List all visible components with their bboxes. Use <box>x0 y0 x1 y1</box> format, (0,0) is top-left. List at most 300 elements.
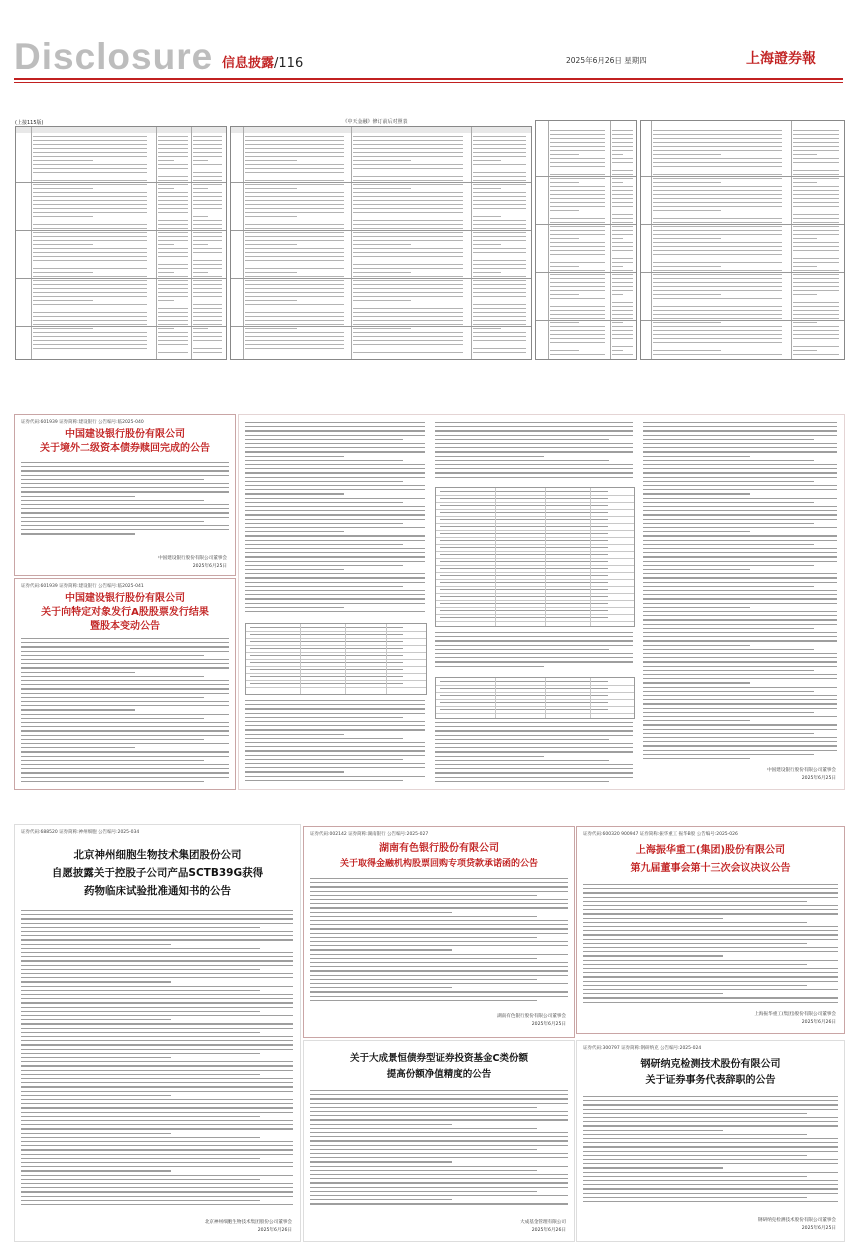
text-line <box>245 771 344 772</box>
text-line <box>21 948 260 949</box>
table-cell-text <box>440 575 608 576</box>
table-text-line <box>793 186 839 187</box>
table-text-line <box>245 312 344 313</box>
text-line <box>583 955 723 956</box>
table-text-line <box>550 198 605 199</box>
table-text-line <box>353 212 463 213</box>
text-line <box>21 1191 293 1192</box>
table-text-line <box>653 230 782 231</box>
text-line <box>583 993 723 994</box>
text-line <box>310 1115 568 1116</box>
table-text-line <box>158 284 188 285</box>
table-text-line <box>550 146 605 147</box>
text-line <box>435 451 633 452</box>
table-text-line <box>353 232 463 233</box>
table-text-line <box>653 350 721 351</box>
table-row <box>436 699 634 700</box>
table-row <box>436 523 634 524</box>
table-text-line <box>353 272 411 273</box>
table-row-rule <box>231 230 531 231</box>
table-row <box>246 631 426 632</box>
text-line <box>245 439 403 440</box>
table-text-line <box>612 334 633 335</box>
text-line <box>21 739 204 740</box>
table-text-line <box>33 340 147 341</box>
table-text-line <box>353 320 463 321</box>
table-text-line <box>612 282 633 283</box>
table-text-line <box>245 268 344 269</box>
table-row <box>436 600 634 601</box>
text-line <box>310 1145 568 1146</box>
text-line <box>583 943 807 944</box>
table-text-line <box>245 236 344 237</box>
table-text-line <box>793 162 839 163</box>
text-line <box>21 714 229 715</box>
announcement-shenzhou-cell <box>14 824 301 1242</box>
table-text-line <box>653 342 782 343</box>
table-text-line <box>612 290 633 291</box>
comparison-table-middle <box>230 126 532 360</box>
table-text-line <box>193 240 222 241</box>
table-text-line <box>612 170 633 171</box>
table-text-line <box>793 274 839 275</box>
table-text-line <box>158 292 188 293</box>
table-text-line <box>612 266 623 267</box>
text-line <box>21 693 229 694</box>
table-text-line <box>33 348 147 349</box>
text-line <box>21 667 229 668</box>
table-text-line <box>33 164 147 165</box>
text-line <box>310 962 568 963</box>
table-cell-text <box>440 554 608 555</box>
hunan-signature: 湖南有色银行股份有限公司董事会 <box>497 1014 566 1019</box>
table-text-line <box>653 150 782 151</box>
table-text-line <box>653 330 782 331</box>
table-text-line <box>612 202 633 203</box>
table-row-rule <box>16 182 226 183</box>
table-text-line <box>353 316 463 317</box>
table-text-line <box>653 138 782 139</box>
table-text-line <box>33 160 93 161</box>
table-text-line <box>653 162 782 163</box>
text-line <box>21 525 229 526</box>
text-line <box>310 1111 568 1112</box>
table-text-line <box>653 286 782 287</box>
announcement-hunan-cell <box>303 826 575 1038</box>
text-line <box>583 1197 807 1198</box>
ccb2-title-1: 中国建设银行股份有限公司 <box>65 593 185 604</box>
text-line <box>245 594 425 595</box>
table-text-line <box>653 178 782 179</box>
table-cell-text <box>250 648 403 649</box>
table-column-rule <box>590 678 591 718</box>
table-text-line <box>245 172 344 173</box>
text-line <box>21 730 229 731</box>
text-line <box>21 973 293 974</box>
text-line <box>21 491 229 492</box>
text-line <box>21 475 229 476</box>
table-text-line <box>550 310 605 311</box>
text-line <box>245 535 425 536</box>
table-text-line <box>245 160 297 161</box>
text-line <box>21 470 229 471</box>
text-line <box>310 1136 568 1137</box>
table-text-line <box>473 184 526 185</box>
header-rule-thin <box>14 82 843 83</box>
table-text-line <box>550 330 605 331</box>
table-text-line <box>245 164 344 165</box>
text-line <box>21 1099 293 1100</box>
text-line <box>583 934 838 935</box>
text-line <box>435 781 609 782</box>
text-line <box>245 514 425 515</box>
text-line <box>245 611 425 612</box>
table-cell-text <box>440 688 608 689</box>
table-text-line <box>793 314 839 315</box>
text-line <box>643 502 814 503</box>
text-line <box>583 1146 838 1147</box>
table-cell-text <box>250 634 403 635</box>
table-text-line <box>550 182 579 183</box>
text-line <box>21 960 293 961</box>
text-line <box>245 780 403 781</box>
text-line <box>21 1078 293 1079</box>
text-line <box>643 430 837 431</box>
text-line <box>245 456 344 457</box>
text-line <box>21 1044 293 1045</box>
announcement-dacheng-cell <box>303 1040 575 1242</box>
table-text-line <box>158 236 188 237</box>
table-text-line <box>550 138 605 139</box>
text-line <box>435 472 633 473</box>
table-text-line <box>158 232 188 233</box>
table-text-line <box>33 204 147 205</box>
text-line <box>435 464 633 465</box>
text-line <box>21 651 229 652</box>
table-text-line <box>550 166 605 167</box>
table-text-line <box>193 340 222 341</box>
announcement-gangyan-cell <box>576 1040 845 1242</box>
table-text-line <box>473 252 526 253</box>
text-line <box>643 435 837 436</box>
table-row <box>436 713 634 714</box>
text-line <box>245 607 344 608</box>
table-cell-text <box>440 695 608 696</box>
table-text-line <box>550 350 579 351</box>
table-text-line <box>612 250 633 251</box>
table-row <box>436 565 634 566</box>
text-line <box>245 717 403 718</box>
ccb-date: 2025年6月25日 <box>801 776 836 781</box>
table-text-line <box>473 200 526 201</box>
table-row <box>246 645 426 646</box>
table-text-line <box>793 138 839 139</box>
text-line <box>310 1124 452 1125</box>
section-title <box>222 52 303 71</box>
table-text-line <box>550 238 579 239</box>
text-line <box>583 901 807 902</box>
table-text-line <box>473 272 501 273</box>
table-row-rule <box>231 278 531 279</box>
table-text-line <box>653 262 782 263</box>
text-line <box>583 997 838 998</box>
table-text-line <box>793 238 817 239</box>
text-line <box>21 1170 171 1171</box>
table-text-line <box>193 148 222 149</box>
table-text-line <box>353 292 463 293</box>
table-text-line <box>793 294 817 295</box>
announcement-ccb-continued <box>238 414 845 790</box>
text-line <box>245 763 425 764</box>
text-line <box>21 462 229 463</box>
text-line <box>245 443 425 444</box>
table-text-line <box>653 250 782 251</box>
table-text-line <box>158 328 174 329</box>
text-line <box>21 994 293 995</box>
issue-date: 2025年6月26日 星期四 <box>566 56 647 65</box>
text-line <box>583 1002 838 1003</box>
table-text-line <box>653 326 782 327</box>
zhenhua-signature: 上海振华重工(集团)股份有限公司董事会 <box>754 1012 836 1017</box>
text-line <box>435 426 633 427</box>
table-row-rule <box>641 272 844 273</box>
table-text-line <box>612 310 633 311</box>
text-line <box>245 759 403 760</box>
table-text-line <box>550 322 579 323</box>
text-line <box>435 764 633 765</box>
table-text-line <box>158 280 188 281</box>
table-text-line <box>473 140 526 141</box>
table-text-line <box>33 212 147 213</box>
table-text-line <box>612 346 633 347</box>
text-line <box>643 615 837 616</box>
table-text-line <box>245 204 344 205</box>
table-text-line <box>612 242 633 243</box>
table-cell-text <box>250 669 403 670</box>
table-text-line <box>245 280 344 281</box>
shenzhou-signature: 北京神州细胞生物技术集团股份公司董事会 <box>204 1220 292 1225</box>
text-line <box>310 928 568 929</box>
text-line <box>21 642 229 643</box>
text-line <box>643 498 837 499</box>
table-cell-text <box>440 547 608 548</box>
table-text-line <box>193 264 222 265</box>
table-cell-text <box>440 596 608 597</box>
text-line <box>643 640 837 641</box>
table-text-line <box>473 232 526 233</box>
text-line <box>310 1094 568 1095</box>
table-row-rule <box>641 176 844 177</box>
text-line <box>21 756 229 757</box>
text-line <box>245 734 344 735</box>
table-text-line <box>158 192 188 193</box>
text-line <box>21 1002 293 1003</box>
table-text-line <box>550 262 605 263</box>
gangyan-signature: 钢研纳克检测技术股份有限公司董事会 <box>757 1218 836 1223</box>
table-text-line <box>793 266 817 267</box>
table-cell-text <box>250 662 403 663</box>
table-text-line <box>353 336 463 337</box>
table-text-line <box>33 168 147 169</box>
table-text-line <box>33 328 93 329</box>
text-line <box>245 704 425 705</box>
table-text-line <box>353 252 463 253</box>
text-line <box>21 990 260 991</box>
table-text-line <box>793 206 839 207</box>
text-line <box>643 439 814 440</box>
table-text-line <box>473 316 526 317</box>
table-text-line <box>473 296 526 297</box>
text-line <box>21 521 204 522</box>
table-text-line <box>158 160 174 161</box>
table-text-line <box>473 336 526 337</box>
announcement-ccb-redemption <box>14 414 236 576</box>
table-text-line <box>550 286 605 287</box>
text-line <box>245 468 425 469</box>
table-column-rule <box>495 678 496 718</box>
table-text-line <box>550 278 605 279</box>
table-text-line <box>612 354 633 355</box>
table-column-rule <box>345 624 346 694</box>
table-text-line <box>193 208 222 209</box>
table-text-line <box>158 148 188 149</box>
table-text-line <box>793 150 839 151</box>
text-line <box>245 713 425 714</box>
text-line <box>583 897 838 898</box>
table-text-line <box>193 224 222 225</box>
text-line <box>583 1180 838 1181</box>
text-line <box>583 930 838 931</box>
text-line <box>583 918 723 919</box>
ccb-signature: 中国建设银行股份有限公司董事会 <box>767 768 836 773</box>
table-cell-text <box>440 540 608 541</box>
text-line <box>245 485 425 486</box>
text-line <box>643 523 814 524</box>
text-line <box>643 481 814 482</box>
text-line <box>21 977 293 978</box>
table-text-line <box>193 320 222 321</box>
ccb-share-table-2 <box>435 487 635 627</box>
table-text-line <box>353 164 463 165</box>
text-line <box>643 750 837 751</box>
text-line <box>21 751 229 752</box>
table-text-line <box>550 298 605 299</box>
text-line <box>643 489 837 490</box>
table-text-line <box>653 158 782 159</box>
table-text-line <box>612 330 633 331</box>
text-line <box>21 927 260 928</box>
dacheng-title-1: 关于大成景恒债券型证券投资基金C类份额 <box>350 1053 528 1064</box>
table-text-line <box>550 194 605 195</box>
table-text-line <box>33 320 147 321</box>
text-line <box>435 640 633 641</box>
table-text-line <box>158 264 188 265</box>
table-text-line <box>473 192 526 193</box>
table-text-line <box>193 292 222 293</box>
table-cell-text <box>440 589 608 590</box>
table-text-line <box>793 282 839 283</box>
table-text-line <box>353 196 463 197</box>
text-line <box>643 716 837 717</box>
table-text-line <box>193 288 222 289</box>
table-text-line <box>353 288 463 289</box>
text-line <box>435 661 633 662</box>
table-row <box>246 687 426 688</box>
hunan-code-line: 证券代码:002142 证券简称:湖南银行 公告编号:2025-027 <box>310 832 429 837</box>
table-text-line <box>612 278 633 279</box>
table-text-line <box>158 164 188 165</box>
table-row <box>436 593 634 594</box>
text-line <box>21 1112 293 1113</box>
table-row <box>246 666 426 667</box>
table-text-line <box>193 348 222 349</box>
ccb1-date: 2025年6月25日 <box>192 564 227 569</box>
table-text-line <box>193 280 222 281</box>
table-text-line <box>245 184 344 185</box>
table-text-line <box>193 176 222 177</box>
gangyan-body <box>583 1095 838 1205</box>
table-text-line <box>612 314 633 315</box>
table-text-line <box>353 332 463 333</box>
text-line <box>643 628 814 629</box>
table-text-line <box>612 190 633 191</box>
table-text-line <box>158 300 174 301</box>
table-text-line <box>353 156 463 157</box>
text-line <box>310 899 568 900</box>
text-line <box>21 1023 293 1024</box>
comparison-table-far-right <box>640 120 845 360</box>
text-line <box>21 1103 293 1104</box>
text-line <box>643 510 837 511</box>
text-line <box>21 1032 260 1033</box>
table-text-line <box>653 266 721 267</box>
text-line <box>21 512 229 513</box>
shenzhou-body <box>21 909 293 1209</box>
table-text-line <box>612 162 633 163</box>
table-text-line <box>612 230 633 231</box>
table-text-line <box>653 246 782 247</box>
table-text-line <box>793 142 839 143</box>
table-text-line <box>245 208 344 209</box>
table-text-line <box>193 172 222 173</box>
text-line <box>435 726 633 727</box>
text-line <box>310 937 537 938</box>
table-text-line <box>550 218 605 219</box>
text-line <box>435 747 633 748</box>
table-text-line <box>33 288 147 289</box>
text-line <box>435 645 633 646</box>
table-text-line <box>793 346 839 347</box>
table-text-line <box>33 172 147 173</box>
table-text-line <box>158 220 188 221</box>
table-text-line <box>33 156 147 157</box>
table-text-line <box>33 280 147 281</box>
table-text-line <box>33 192 147 193</box>
text-line <box>245 598 425 599</box>
table-text-line <box>612 286 633 287</box>
table-text-line <box>550 202 605 203</box>
table-text-line <box>473 352 526 353</box>
text-line <box>583 947 838 948</box>
text-line <box>21 1086 293 1087</box>
text-line <box>21 1028 293 1029</box>
text-line <box>643 456 750 457</box>
table-text-line <box>612 178 633 179</box>
table-text-line <box>473 152 526 153</box>
table-text-line <box>193 304 222 305</box>
table-text-line <box>473 240 526 241</box>
table-text-line <box>245 348 344 349</box>
